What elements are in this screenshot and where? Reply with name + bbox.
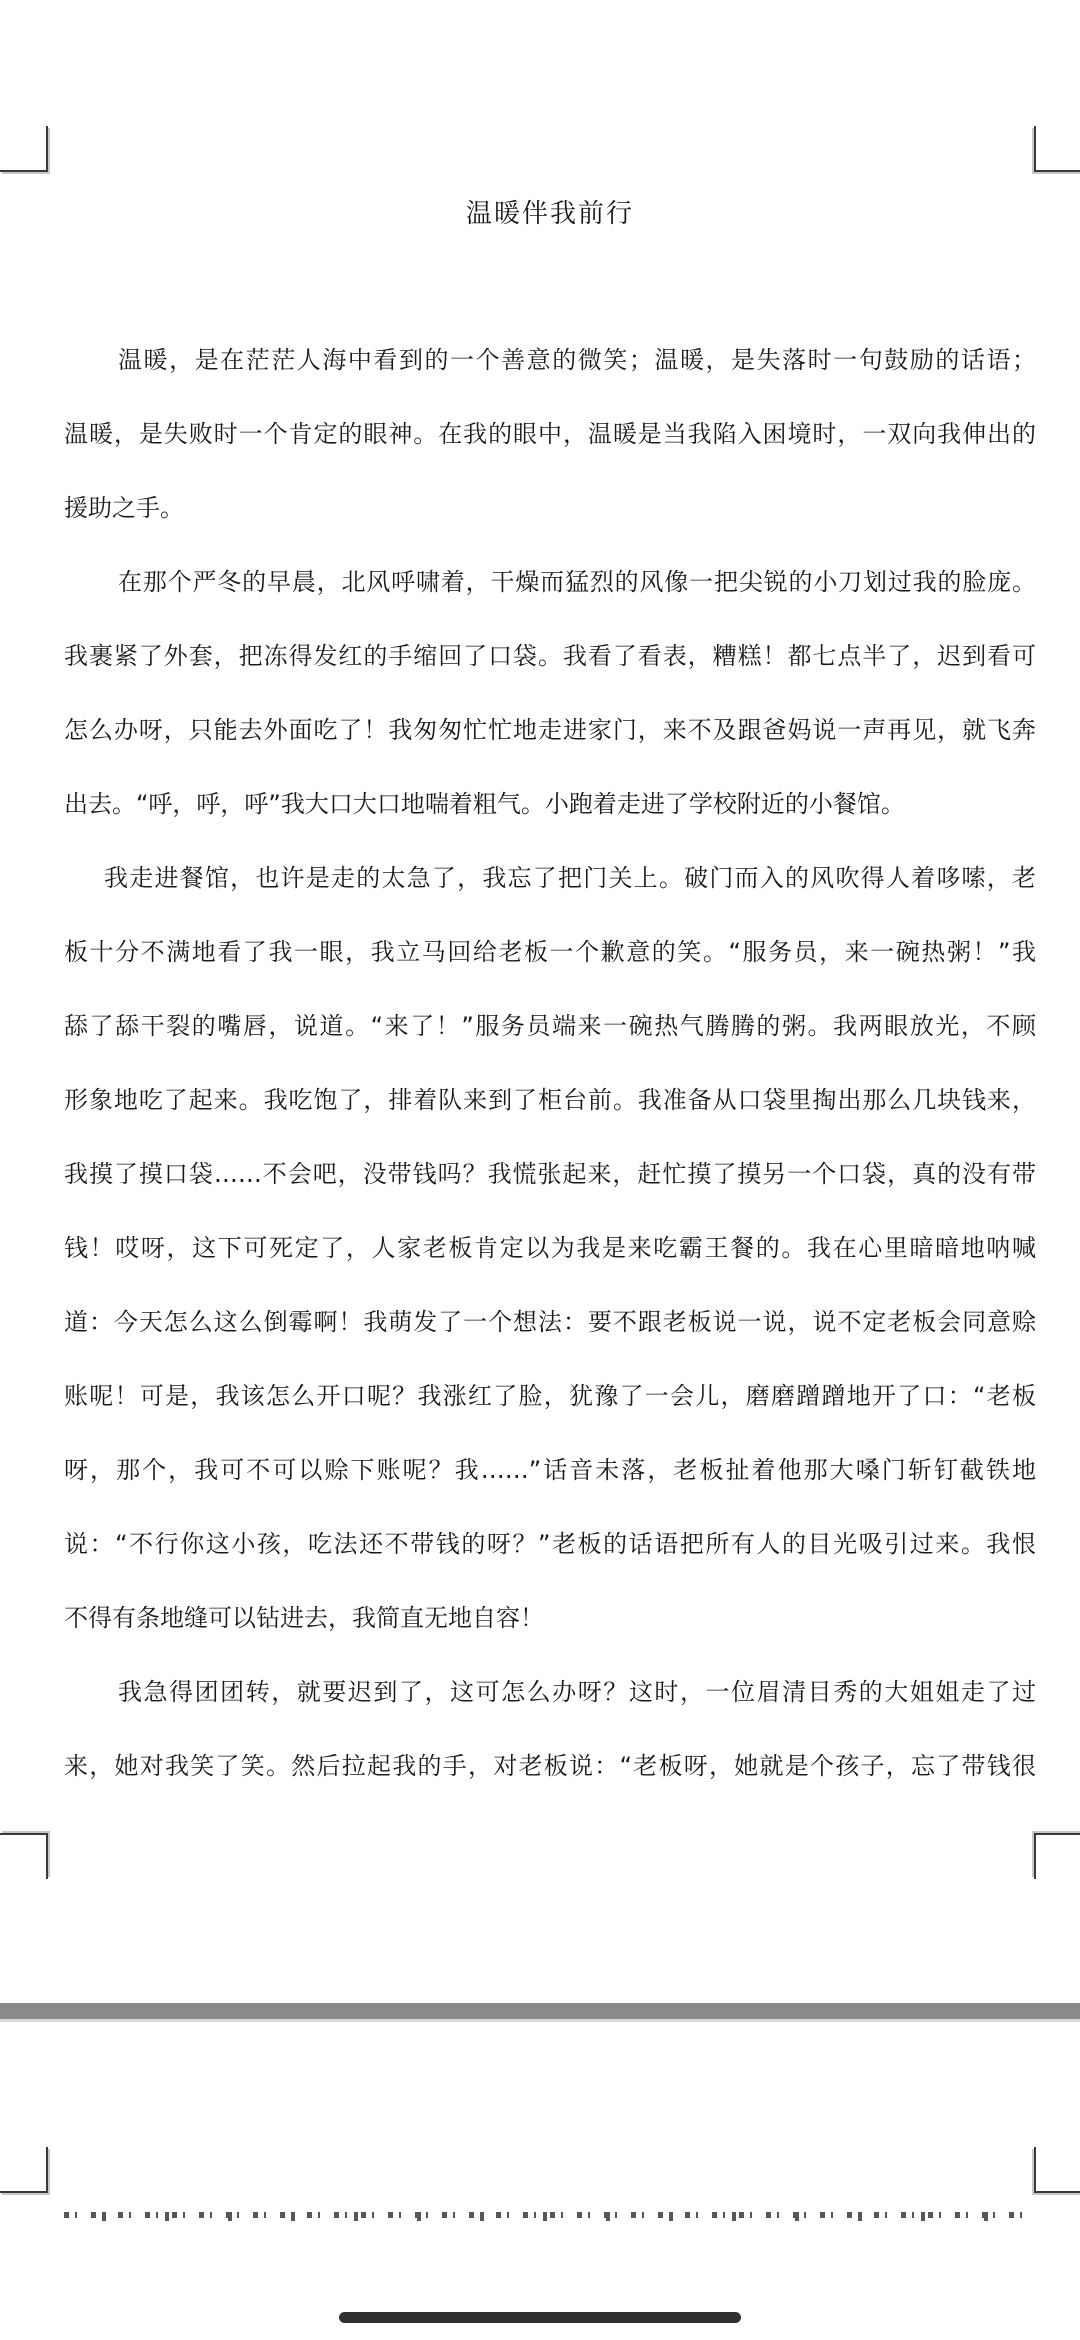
margin-corner-mark-top-left	[0, 126, 48, 172]
essay-body	[64, 323, 1036, 1803]
essay-line: 我急得团团转，就要迟到了，这可怎么办呀？这时，一位眉清目秀的大姐姐走了过	[118, 1678, 1036, 1706]
essay-line: 账呢！可是，我该怎么开口呢？我涨红了脸，犹豫了一会儿，磨磨蹭蹭地开了口：“老板	[64, 1382, 1036, 1410]
essay-line: 呀，那个，我可不可以赊下账呢？我……”话音未落，老板扯着他那大嗓门斩钉截铁地	[64, 1456, 1036, 1484]
essay-line: 援助之手。	[64, 494, 184, 522]
page-separator	[0, 2003, 1080, 2022]
document-page-2	[0, 2022, 1080, 2340]
essay-line: 钱！哎呀，这下可死定了，人家老板肯定以为我是来吃霸王餐的。我在心里暗暗地呐喊	[64, 1234, 1036, 1262]
essay-line: 形象地吃了起来。我吃饱了，排着队来到了柜台前。我准备从口袋里掏出那么几块钱来，	[64, 1086, 1036, 1114]
essay-line: 板十分不满地看了我一眼，我立马回给老板一个歉意的笑。“服务员，来一碗热粥！”我	[64, 938, 1036, 966]
essay-line: 在那个严冬的早晨，北风呼啸着，干燥而猛烈的风像一把尖锐的小刀划过我的脸庞。	[118, 568, 1036, 596]
partially-rendered-text-line	[64, 2212, 1036, 2221]
essay-line: 说：“不行你这小孩，吃法还不带钱的呀？”老板的话语把所有人的目光吸引过来。我恨	[64, 1530, 1036, 1558]
essay-line: 不得有条地缝可以钻进去，我简直无地自容！	[64, 1604, 544, 1632]
essay-line: 温暖，是失败时一个肯定的眼神。在我的眼中，温暖是当我陷入困境时，一双向我伸出的	[64, 420, 1036, 448]
essay-line: 来，她对我笑了笑。然后拉起我的手，对老板说：“老板呀，她就是个孩子，忘了带钱很	[64, 1752, 1036, 1780]
margin-corner-mark-top-left-page2	[0, 2147, 48, 2193]
essay-line: 舔了舔干裂的嘴唇，说道。“来了！”服务员端来一碗热气腾腾的粥。我两眼放光，不顾	[64, 1012, 1036, 1040]
margin-corner-mark-bottom-left	[0, 1833, 48, 1879]
margin-corner-mark-bottom-right	[1034, 1833, 1080, 1879]
essay-title: 温暖伴我前行	[465, 199, 634, 229]
essay-line: 我裹紧了外套，把冻得发红的手缩回了口袋。我看了看表，糟糕！都七点半了，迟到看可	[64, 642, 1036, 670]
essay-line: 道：今天怎么这么倒霉啊！我萌发了一个想法：要不跟老板说一说，说不定老板会同意赊	[64, 1308, 1036, 1336]
essay-line: 我摸了摸口袋……不会吧，没带钱吗？我慌张起来，赶忙摸了摸另一个口袋，真的没有带	[64, 1160, 1036, 1188]
essay-line: 怎么办呀，只能去外面吃了！我匆匆忙忙地走进家门，来不及跟爸妈说一声再见，就飞奔	[64, 716, 1036, 744]
essay-line: 我走进餐馆，也许是走的太急了，我忘了把门关上。破门而入的风吹得人着哆嗦，老	[104, 864, 1036, 892]
home-indicator-bar[interactable]	[339, 2312, 741, 2323]
margin-corner-mark-top-right	[1034, 126, 1080, 172]
margin-corner-mark-top-right-page2	[1034, 2147, 1080, 2193]
essay-line: 温暖，是在茫茫人海中看到的一个善意的微笑；温暖，是失落时一句鼓励的话语；	[118, 346, 1036, 374]
essay-line: 出去。“呼，呼，呼”我大口大口地喘着粗气。小跑着走进了学校附近的小餐馆。	[64, 790, 905, 818]
